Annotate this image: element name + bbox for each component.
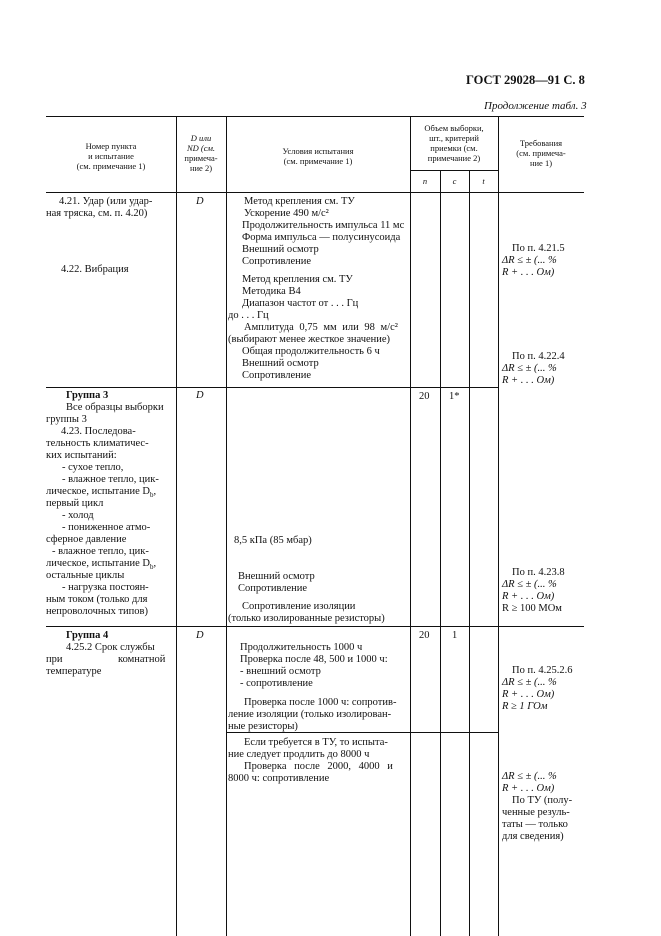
col-sample-header: Объем выборки, шт., критерий приемки (см. примечание 2) bbox=[424, 123, 484, 163]
col-t-header: t bbox=[482, 176, 485, 186]
col-requirements-header: Требования (см. примеча- ние 1) bbox=[516, 138, 566, 168]
doc-title: ГОСТ 29028—91 С. 8 bbox=[466, 73, 585, 87]
col-item-header: Номер пункта и испытание (см. примечание 1) bbox=[76, 141, 146, 171]
col-n-header: n bbox=[422, 176, 428, 186]
col-conditions-header: Условия испытания (см. примечание 1) bbox=[282, 146, 354, 166]
col-c-header: c bbox=[452, 176, 457, 186]
table-continuation: Продолжение табл. 3 bbox=[484, 100, 587, 112]
col-dnd-header: D или ND (см. примеча- ние 2) bbox=[184, 133, 218, 173]
